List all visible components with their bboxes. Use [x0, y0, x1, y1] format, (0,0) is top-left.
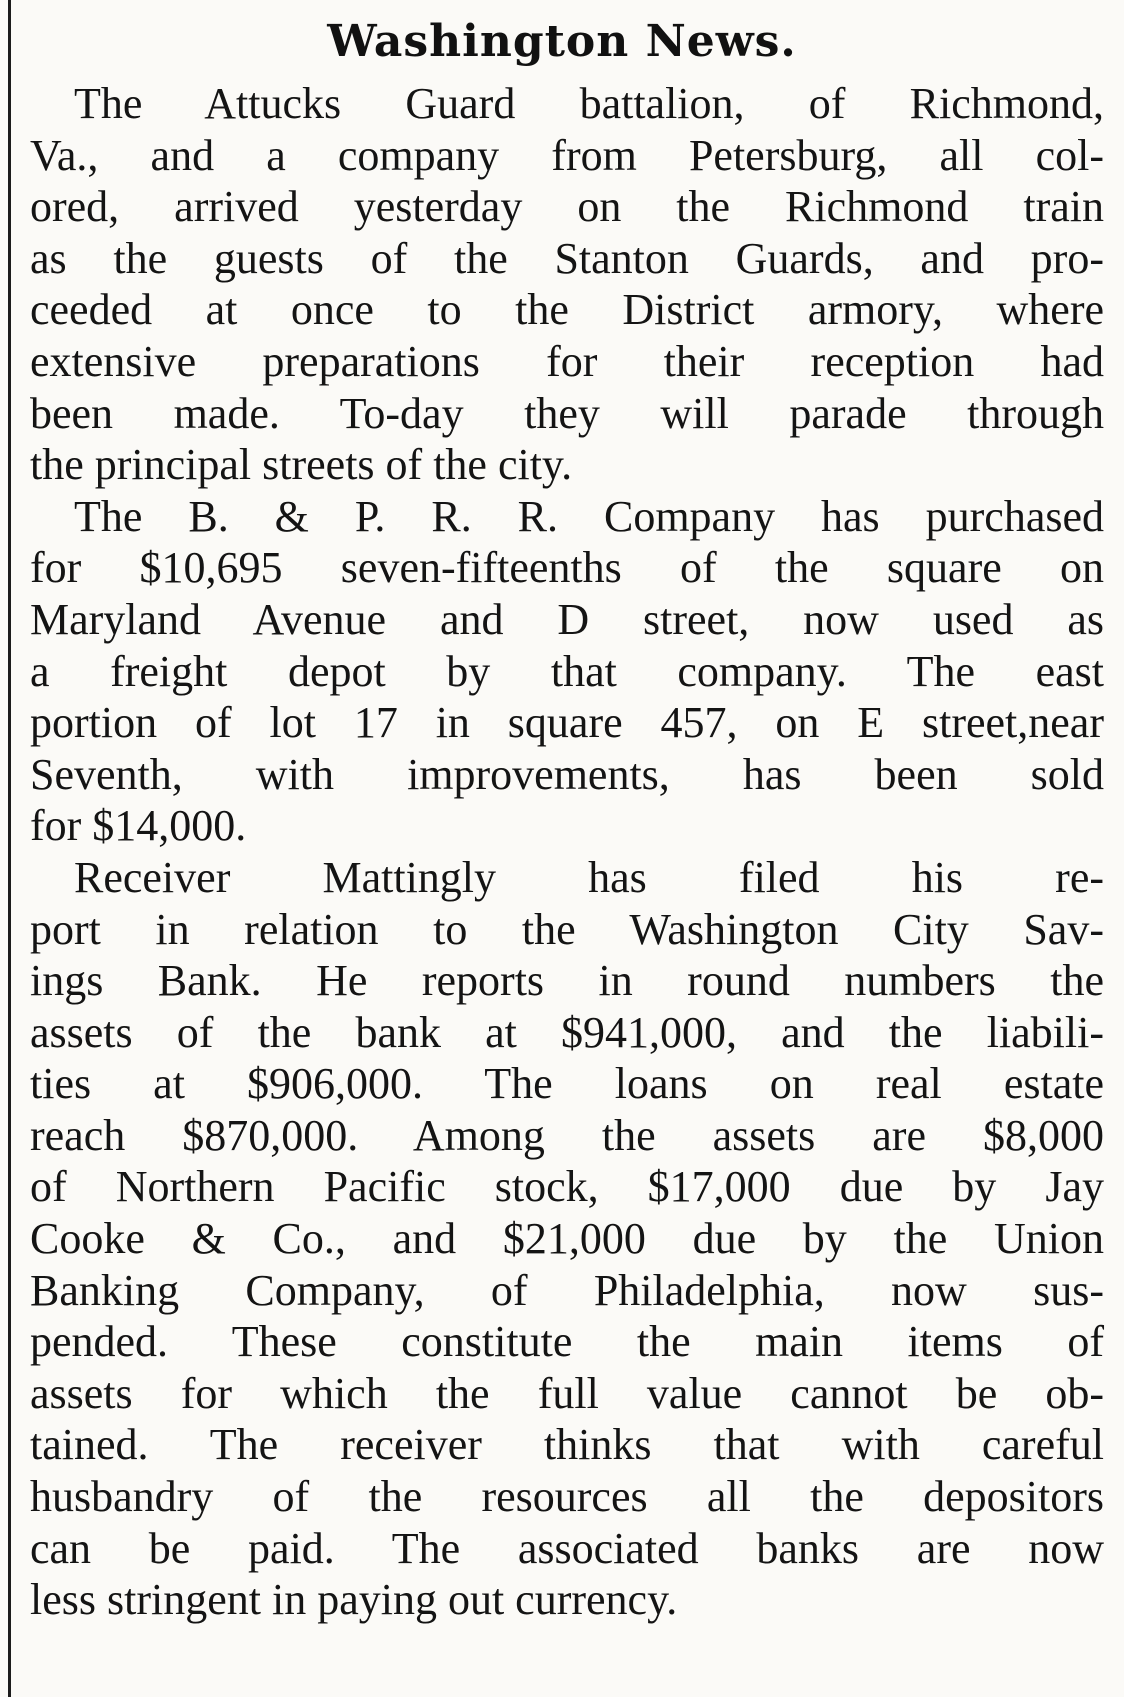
text-line: assets for which the full value cannot be ob-: [30, 1368, 1104, 1418]
text-line: Receiver Mattingly has filed his re-: [74, 852, 1104, 902]
text-line: ored, arrived yesterday on the Richmond train: [30, 182, 1104, 232]
text-line: of Northern Pacific stock, $17,000 due by Jay: [30, 1162, 1104, 1212]
text-line: husbandry of the resources all the depositors: [30, 1472, 1104, 1522]
text-line: Cooke & Co., and $21,000 due by the Union: [30, 1214, 1104, 1264]
headline: Washington News.: [327, 16, 797, 67]
text-line: Maryland Avenue and D street, now used as: [30, 594, 1104, 644]
text-line: ceeded at once to the District armory, where: [30, 285, 1104, 335]
text-line: ties at $906,000. The loans on real estate: [30, 1059, 1104, 1109]
text-line: as the guests of the Stanton Guards, and pro-: [30, 233, 1104, 283]
text-line: pended. These constitute the main items of: [30, 1317, 1104, 1367]
text-line: Banking Company, of Philadelphia, now sus-: [30, 1265, 1104, 1315]
article-body: [30, 78, 1104, 1626]
text-line: tained. The receiver thinks that with careful: [30, 1420, 1104, 1470]
text-line: the principal streets of the city.: [30, 440, 573, 490]
text-line: for $14,000.: [30, 801, 247, 851]
text-line: can be paid. The associated banks are now: [30, 1523, 1104, 1573]
text-line: The B. & P. R. R. Company has purchased: [74, 491, 1104, 541]
text-line: assets of the bank at $941,000, and the liabili-: [30, 1007, 1104, 1057]
text-line: ings Bank. He reports in round numbers the: [30, 956, 1104, 1006]
text-line: less stringent in paying out currency.: [30, 1575, 678, 1625]
text-line: a freight depot by that company. The east: [30, 646, 1104, 696]
text-line: reach $870,000. Among the assets are $8,000: [30, 1110, 1104, 1160]
text-line: extensive preparations for their reception had: [30, 336, 1104, 386]
text-line: Seventh, with improvements, has been sold: [30, 749, 1104, 799]
text-line: port in relation to the Washington City Sav-: [30, 904, 1104, 954]
text-line: portion of lot 17 in square 457, on E street,near: [30, 698, 1104, 748]
text-line: The Attucks Guard battalion, of Richmond,: [74, 79, 1104, 128]
column-rule: [8, 0, 11, 1697]
text-line: Va., and a company from Petersburg, all col-: [30, 130, 1104, 180]
text-line: been made. To-day they will parade through: [30, 388, 1104, 438]
text-line: for $10,695 seven-fifteenths of the square on: [30, 543, 1104, 593]
